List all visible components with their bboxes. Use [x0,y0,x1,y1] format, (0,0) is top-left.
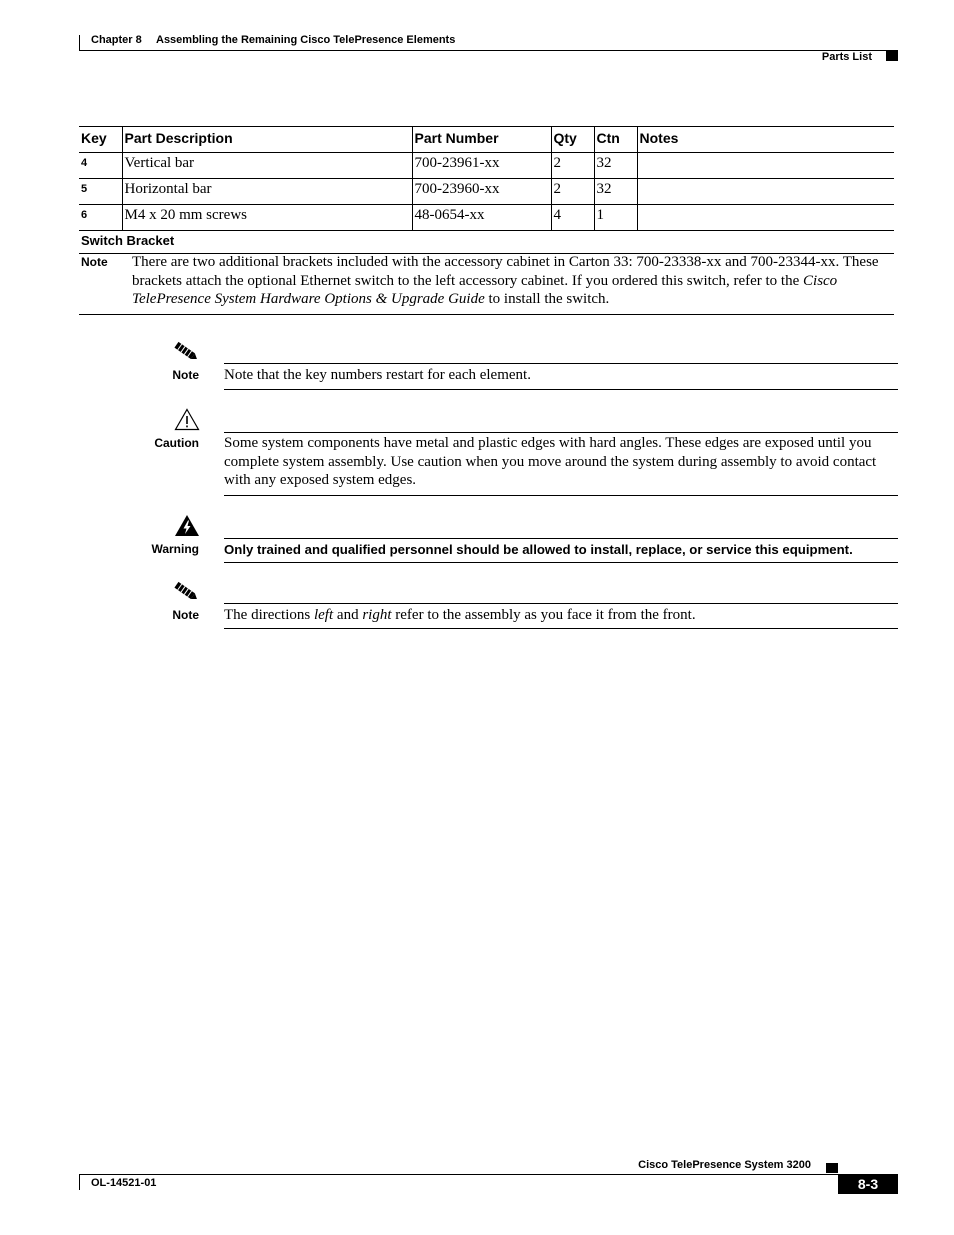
header-rule [79,50,898,51]
pencil-icon [173,341,199,363]
warning-label: Warning [151,542,199,556]
cell-key: 5 [79,179,122,205]
header-chapter: Chapter 8 [91,34,142,46]
cell-key: 6 [79,205,122,231]
note2-top-rule [224,603,898,604]
caution-triangle-icon [174,408,200,431]
cell-notes [637,153,894,179]
cell-notes [637,205,894,231]
parts-table [79,126,894,254]
guide-title-reference: Cisco TelePresence System Hardware Options & Upgrade Guide [132,272,838,307]
group-heading-switch-bracket: Switch Bracket [79,231,894,254]
note2-bottom-rule [224,628,898,629]
note1-label: Note [172,368,199,382]
cell-qty: 2 [551,179,594,205]
cell-notes [637,179,894,205]
page-number: 8-3 [838,1174,898,1194]
header-marker-block [886,51,898,61]
cell-part-number: 48-0654-xx [412,205,551,231]
col-header-part-description: Part Description [122,127,412,153]
note2-text-part3: refer to the assembly as you face it from the front. [391,607,696,623]
table-note-text [132,253,892,309]
cell-ctn: 32 [594,153,637,179]
cell-ctn: 32 [594,179,637,205]
table-note-rule [79,314,894,315]
note2-label: Note [172,608,199,622]
footer-doc-id: OL-14521-01 [91,1177,157,1189]
note1-top-rule [224,363,898,364]
col-header-notes: Notes [637,127,894,153]
caution-text: Some system components have metal and plastic edges with hard angles. These edges are exposed until you complete system assembly. Use caution when you move around the system during assembly to avoid contact with any exposed system edges. [224,435,877,488]
footer-rule [79,1174,898,1175]
note2-italic-right: right [362,607,392,623]
caution-bottom-rule [224,495,898,496]
footer-marker-block [826,1163,838,1173]
cell-key: 4 [79,153,122,179]
caution-top-rule [224,432,898,433]
header-rule-vertical [79,35,80,51]
table-note-label: Note [81,255,108,269]
warning-bottom-rule [224,562,898,563]
note2-text [224,606,898,625]
caution-label: Caution [154,436,199,450]
warning-text: Only trained and qualified personnel should be allowed to install, replace, or service this equipment. [224,542,853,557]
cell-qty: 2 [551,153,594,179]
note2-text-part2: and [333,607,363,623]
table-row [79,179,894,205]
table-group-row [79,231,894,254]
table-note-text-part2: to install the switch. [484,291,610,307]
pencil-icon [173,581,199,603]
header-section: Parts List [821,51,872,63]
cell-ctn: 1 [594,205,637,231]
table-note-text-part1: There are two additional brackets included with the accessory cabinet in Carton 33: 700-23338-xx and 700-23344-xx. These brackets attach the optional Ethernet switch to the left accessory cabinet. If you ordered this switch, refer to the [132,254,879,289]
table-row [79,153,894,179]
warning-top-rule [224,538,898,539]
note1-bottom-rule [224,389,898,390]
cell-description: M4 x 20 mm screws [122,205,412,231]
col-header-key: Key [79,127,122,153]
cell-description: Horizontal bar [122,179,412,205]
note1-text: Note that the key numbers restart for each element. [224,367,531,383]
cell-description: Vertical bar [122,153,412,179]
warning-lightning-icon [174,514,200,537]
cell-part-number: 700-23960-xx [412,179,551,205]
footer-rule-vertical [79,1174,80,1190]
note2-italic-left: left [313,607,334,623]
table-row [79,205,894,231]
header-chapter-title: Assembling the Remaining Cisco TelePresence Elements [156,34,456,46]
col-header-qty: Qty [551,127,594,153]
warning-text-container [224,541,898,560]
table-header-row [79,127,894,153]
col-header-ctn: Ctn [594,127,637,153]
footer-product-title: Cisco TelePresence System 3200 [638,1159,811,1171]
note2-text-part1: The directions [224,607,314,623]
cell-part-number: 700-23961-xx [412,153,551,179]
cell-qty: 4 [551,205,594,231]
col-header-part-number: Part Number [412,127,551,153]
